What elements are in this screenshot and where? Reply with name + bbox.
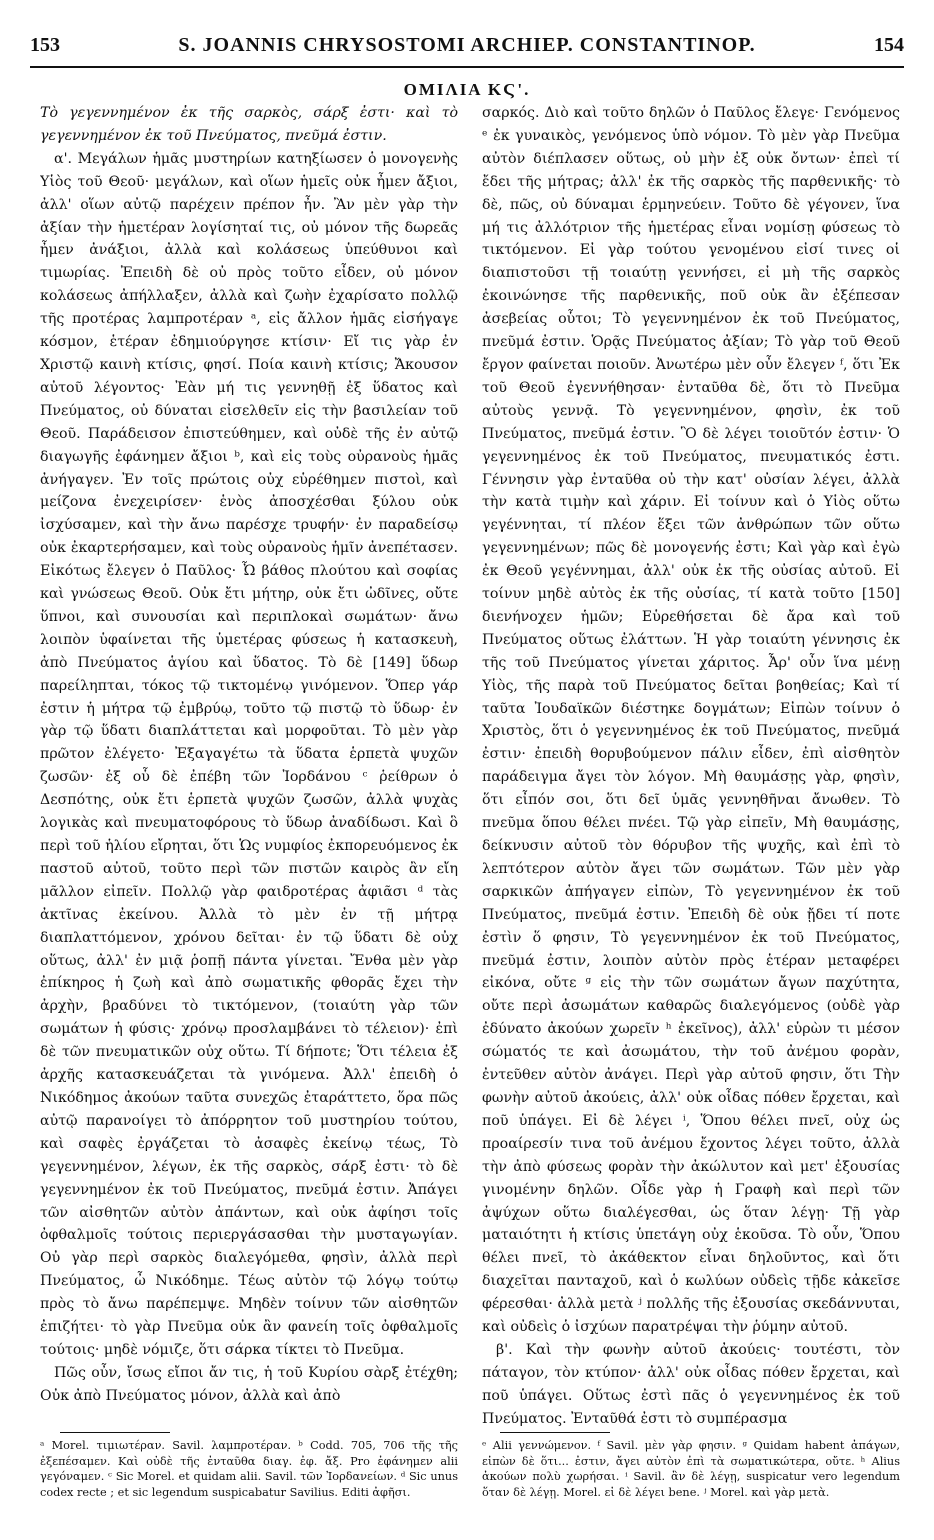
right-footnotes: ᵉ Alii γεννώμενον. ᶠ Savil. μὲν γὰρ φησιν. ᵍ Quidam habent ἀπάγων, εἰπὼν δὲ ὅτι... ἐστιν, ἄγει αὐτὸν ἐπὶ τὰ σωματικώτερα, οὔτε. ʰ Alius ἀκούων πολὺ χωρήσαι. ⁱ Savil. ἂν δὲ λέγῃ, suspicatur vero legendum ὅταν δὲ λέγῃ. Morel. εἰ δὲ λέγει bene. ʲ Morel. καὶ γὰρ μετὰ.	[482, 1439, 900, 1499]
right-footnote-rule	[500, 1432, 610, 1433]
left-column-number: 153	[30, 33, 60, 56]
scripture-lemma: Τὸ γεγεννημένον ἐκ τῆς σαρκὸς, σάρξ ἐστι· καὶ τὸ γεγεννημένον ἐκ τοῦ Πνεύματος, πνεῦμά ἐστιν.	[40, 105, 458, 144]
header-rule	[30, 66, 904, 68]
running-title: S. JOANNIS CHRYSOSTOMI ARCHIEP. CONSTANTINOP.	[178, 33, 756, 56]
right-column	[482, 102, 900, 1430]
homily-title: ΟΜΙΛΙΑ ΚϚ'.	[403, 80, 531, 99]
right-column-number: 154	[873, 33, 904, 56]
running-head	[30, 30, 904, 60]
left-column-body: α'. Μεγάλων ἡμᾶς μυστηρίων κατηξίωσεν ὁ μονογενὴς Υἱὸς τοῦ Θεοῦ· μεγάλων, καὶ οἵων ἡμεῖς οὐκ ἦμεν ἄξιοι, ἀλλ' οἵων αὐτῷ παρέχειν πρέπον ἦν. Ἂν μὲν γὰρ τὴν ἀξίαν τὴν ἡμετέραν λογίσηταί τις, οὐ μόνον τῆς δωρεᾶς ἦμεν ἀνάξιοι, ἀλλὰ καὶ κολάσεως ὑπεύθυνοι καὶ τιμωρίας. Ἐπειδὴ δὲ οὐ πρὸς τοῦτο εἶδεν, οὐ μόνον κολάσεως ἀπήλλαξεν, ἀλλὰ καὶ ζωὴν ἐχαρίσατο πολλῷ τῆς προτέρας λαμπροτέραν ᵃ, εἰς ἄλλον ἡμᾶς εἰσήγαγε κόσμον, ἑτέραν ἐδημιούργησε κτίσιν· Εἴ τις γὰρ ἐν Χριστῷ καινὴ κτίσις, φησί. Ποία καινὴ κτίσις; Ἄκουσον αὐτοῦ λέγοντος· Ἐὰν μή τις γεννηθῇ ἐξ ὕδατος καὶ Πνεύματος, οὐ δύναται εἰσελθεῖν εἰς τὴν βασιλείαν τοῦ Θεοῦ. Παράδεισον ἐπιστεύθημεν, καὶ οὐδὲ τῆς ἐν αὐτῷ διαγωγῆς ἐφάνημεν ἄξιοι ᵇ, καὶ εἰς τοὺς οὐρανοὺς ἡμᾶς ἀνήγαγεν. Ἐν τοῖς πρώτοις οὐχ εὑρέθημεν πιστοὶ, καὶ μείζονα ἐνεχειρίσεν· ἑνὸς ἀποσχέσθαι ξύλου οὐκ ἰσχύσαμεν, καὶ τὴν ἄνω παρέσχε τρυφήν· ἐν παραδείσῳ οὐκ ἐκαρτερήσαμεν, καὶ τοὺς οὐρανοὺς ἡμῖν ἀνεπέτασεν. Εἰκότως ἔλεγεν ὁ Παῦλος· Ὦ βάθος πλούτου καὶ σοφίας καὶ γνώσεως Θεοῦ. Οὐκ ἔτι μήτηρ, οὐκ ἔτι ὠδῖνες, οὔτε ὕπνοι, καὶ συνουσίαι καὶ περιπλοκαὶ σωμάτων· ἄνω λοιπὸν ὑφαίνεται τῆς ὑμετέρας φύσεως ἡ κατασκευὴ, ἀπὸ Πνεύματος ἁγίου καὶ ὕδατος. Τὸ δὲ [149] ὕδωρ παρείληπται, τόκος τῷ τικτομένῳ γινόμενον. Ὅπερ γάρ ἐστιν ἡ μήτρα τῷ ἐμβρύῳ, τοῦτο τῷ πιστῷ τὸ ὕδωρ· ἐν γὰρ τῷ ὕδατι διαπλάττεται καὶ μορφοῦται. Τὸ μὲν γὰρ πρῶτον ἐλέγετο· Ἐξαγαγέτω τὰ ὕδατα ἑρπετὰ ψυχῶν ζωσῶν· ἐξ οὗ δὲ ἐπέβη τῶν Ἰορδάνου ᶜ ῥείθρων ὁ Δεσπότης, οὐκ ἔτι ἑρπετὰ ψυχῶν ζωσῶν, ἀλλὰ ψυχὰς λογικὰς καὶ πνευματοφόρους τὸ ὕδωρ ἀναδίδωσι. Καὶ ὃ περὶ τοῦ ἡλίου εἴρηται, ὅτι Ὡς νυμφίος ἐκπορευόμενος ἐκ παστοῦ αὐτοῦ, τοῦτο περὶ τῶν πιστῶν καιρὸς ἂν εἴη μᾶλλον εἰπεῖν. Πολλῷ γὰρ φαιδροτέρας ἀφιᾶσι ᵈ τὰς ἀκτῖνας ἐκείνου. Ἀλλὰ τὸ μὲν ἐν τῇ μήτρᾳ διαπλαττόμενον, χρόνου δεῖται· ἐν τῷ ὕδατι δὲ οὐχ οὕτως, ἀλλ' ἐν μιᾷ ῥοπῇ πάντα γίνεται. Ἔνθα μὲν γὰρ ἐπίκηρος ἡ ζωὴ καὶ ἀπὸ σωματικῆς φθορᾶς ἔχει τὴν ἀρχὴν, βραδύνει τὸ τικτόμενον, (τοιαύτη γὰρ τῶν σωμάτων ἡ φύσις· χρόνῳ προσλαμβάνει τὸ τέλειον)· ἐπὶ δὲ τῶν πνευματικῶν οὐχ οὕτω. Τί δήποτε; Ὅτι τέλεια ἐξ ἀρχῆς κατασκευάζεται τὰ γινόμενα. Ἀλλ' ἐπειδὴ ὁ Νικόδημος ἀκούων ταῦτα συνεχῶς ἐταράττετο, ὅρα πῶς αὐτῷ παρανοίγει τὸ ἀπόρρητον τοῦ μυστηρίου τούτου, καὶ σαφὲς ἐργάζεται τὸ ἀσαφὲς ἐκείνῳ τέως, Τὸ γεγεννημένον, λέγων, ἐκ τῆς σαρκὸς, σάρξ ἐστι· τὸ δὲ γεγεννημένον ἐκ τοῦ Πνεύματος, πνεῦμά ἐστιν. Ἀπάγει τῶν αἰσθητῶν αὐτὸν ἀπάντων, καὶ οὐκ ἀφίησι τοῖς ὀφθαλμοῖς τούτοις περιεργάσασθαι τὴν μυσταγωγίαν. Οὐ γὰρ περὶ σαρκὸς διαλεγόμεθα, φησὶν, ἀλλὰ περὶ Πνεύματος, ὦ Νικόδημε. Τέως αὐτὸν τῷ λόγῳ τούτῳ πρὸς τὸ ἄνω παρέπεμψε. Μηδὲν τοίνυν τῶν αἰσθητῶν ἐπιζήτει· τὸ γὰρ Πνεῦμα οὐκ ἂν φανείη τοῖς ὀφθαλμοῖς τούτοις· μηδὲ νόμιζε, ὅτι σάρκα τίκτει τὸ Πνεῦμα.	[40, 150, 458, 1358]
section-two-paragraph: β'. Καὶ τὴν φωνὴν αὐτοῦ ἀκούεις· τουτέστι, τὸν πάταγον, τὸν κτύπον· ἀλλ' οὐκ οἶδας πόθεν ἔρχεται, καὶ ποῦ ὑπάγει. Οὕτως ἐστὶ πᾶς ὁ γεγεννημένος ἐκ τοῦ Πνεύματος. Ἐνταῦθά ἐστι τὸ συμπέρασμα	[482, 1341, 900, 1427]
right-column-body: σαρκός. Διὸ καὶ τοῦτο δηλῶν ὁ Παῦλος ἔλεγε· Γενόμενος ᵉ ἐκ γυναικὸς, γενόμενος ὑπὸ νόμον. Τὸ μὲν γὰρ Πνεῦμα αὐτὸν διέπλασεν οὕτως, οὐ μὴν ἐξ οὐκ ὄντων· ἐπεὶ τί ἔδει τῆς μήτρας; ἀλλ' ἐκ τῆς σαρκὸς τῆς παρθενικῆς· τὸ δὲ, πῶς, οὐ δύναμαι ἑρμηνεύειν. Τοῦτο δὲ γέγονεν, ἵνα μή τις ἀλλότριον τῆς ἡμετέρας εἶναι νομίσῃ φύσεως τὸ τικτόμενον. Εἰ γὰρ τούτου γενομένου εἰσί τινες οἱ διαπιστοῦσι τῇ τοιαύτῃ γεννήσει, εἰ μὴ τῆς σαρκὸς ἐκοινώνησε τῆς παρθενικῆς, ποῦ οὐκ ἂν ἐξέπεσαν ἀσεβείας οὗτοι; Τὸ γεγεννημένον ἐκ τοῦ Πνεύματος, πνεῦμά ἐστιν. Ὁρᾷς Πνεύματος ἀξίαν; Τὸ γὰρ τοῦ Θεοῦ ἔργον φαίνεται ποιοῦν. Ἀνωτέρω μὲν οὖν ἔλεγεν ᶠ, ὅτι Ἐκ τοῦ Θεοῦ ἐγεννήθησαν· ἐνταῦθα δὲ, ὅτι τὸ Πνεῦμα αὐτοὺς γεννᾷ. Τὸ γεγεννημένον, φησὶν, ἐκ τοῦ Πνεύματος, πνεῦμά ἐστιν. Ὃ δὲ λέγει τοιοῦτόν ἐστιν· Ὁ γεγεννημένος ἐκ τοῦ Πνεύματος, πνευματικός ἐστι. Γέννησιν γὰρ ἐνταῦθα οὐ τὴν κατ' οὐσίαν λέγει, ἀλλὰ τὴν κατὰ τιμὴν καὶ χάριν. Εἰ τοίνυν καὶ ὁ Υἱὸς οὕτω γεγέννηται, τί πλέον ἕξει τῶν ἀνθρώπων τῶν οὕτω γεγεννημένων; πῶς δὲ μονογενής ἐστι; Καὶ γὰρ καὶ ἐγὼ ἐκ Θεοῦ γεγέννημαι, ἀλλ' οὐκ ἐκ τῆς οὐσίας αὐτοῦ. Εἰ τοίνυν μηδὲ αὐτὸς ἐκ τῆς οὐσίας, τί κατὰ τοῦτο [150] διενήνοχεν ἡμῶν; Εὑρεθήσεται δὲ ἄρα καὶ τοῦ Πνεύματος οὕτως ἐλάττων. Ἡ γὰρ τοιαύτη γέννησις ἐκ τῆς τοῦ Πνεύματος γίνεται χάριτος. Ἆρ' οὖν ἵνα μένῃ Υἱὸς, τῆς παρὰ τοῦ Πνεύματος δεῖται βοηθείας; Καὶ τί ταῦτα Ἰουδαϊκῶν διέστηκε δογμάτων; Εἰπὼν τοίνυν ὁ Χριστὸς, ὅτι ὁ γεγεννημένος ἐκ τοῦ Πνεύματος, πνεῦμά ἐστιν· ἐπειδὴ θορυβούμενον πάλιν εἶδεν, ἐπὶ αἰσθητὸν παράδειγμα ἄγει τὸν λόγον. Μὴ θαυμάσῃς γὰρ, φησὶν, ὅτι εἶπόν σοι, ὅτι δεῖ ὑμᾶς γεννηθῆναι ἄνωθεν. Τὸ πνεῦμα ὅπου θέλει πνέει. Τῷ γὰρ εἰπεῖν, Μὴ θαυμάσῃς, δείκνυσιν αὐτοῦ τὸν θόρυβον τῆς ψυχῆς, καὶ ἐπὶ τὸ λεπτότερον αὐτὸν ἄγει τῶν σωμάτων. Τῶν μὲν γὰρ σαρκικῶν ἀπήγαγεν εἰπὼν, Τὸ γεγεννημένον ἐκ τοῦ Πνεύματος, πνεῦμά ἐστιν. Ἐπειδὴ δὲ οὐκ ᾔδει τί ποτε ἐστὶν ὅ φησιν, Τὸ γεγεννημένον ἐκ τοῦ Πνεύματος, πνεῦμά ἐστιν, λοιπὸν αὐτὸν πρὸς ἑτέραν μεταφέρει εἰκόνα, οὔτε ᵍ εἰς τὴν τῶν σωμάτων ἄγων παχύτητα, οὔτε περὶ ἀσωμάτων καθαρῶς διαλεγόμενος (οὐδὲ γὰρ ἐδύνατο ἀκούων χωρεῖν ʰ ἐκεῖνος), ἀλλ' εὑρὼν τι μέσον σώματός τε καὶ ἀσωμάτου, τὴν τοῦ ἀνέμου φορὰν, ἐντεῦθεν αὐτὸν ἀνάγει. Περὶ γὰρ αὐτοῦ φησιν, ὅτι Τὴν φωνὴν αὐτοῦ ἀκούεις, ἀλλ' οὐκ οἶδας πόθεν ἔρχεται, καὶ ποῦ ὑπάγει. Εἰ δὲ λέγει ⁱ, Ὅπου θέλει πνεῖ, οὐχ ὡς προαίρεσίν τινα τοῦ ἀνέμου ἔχοντος λέγει τοῦτο, ἀλλὰ τὴν ἀπὸ φύσεως φορὰν τὴν ἀκώλυτον καὶ μετ' ἐξουσίας γινομένην δηλῶν. Οἶδε γὰρ ἡ Γραφὴ καὶ περὶ τῶν ἀψύχων οὕτω διαλέγεσθαι, ὡς ὅταν λέγῃ· Τῇ γὰρ ματαιότητι ἡ κτίσις ὑπετάγη οὐχ ἑκοῦσα. Τὸ οὖν, Ὅπου θέλει πνεῖ, τὸ ἀκάθεκτον εἶναι δηλοῦντος, καὶ ὅτι διαχεῖται πανταχοῦ, καὶ ὁ κωλύων οὐδεὶς τῇδε κἀκεῖσε φέρεσθαι· ἀλλὰ μετὰ ʲ πολλῆς τῆς ἐξουσίας σκεδάννυται, καὶ οὐδεὶς ὁ ἰσχύων παρατρέψαι τὴν ῥύμην αὐτοῦ.	[482, 105, 900, 1336]
left-footnote-rule	[60, 1432, 170, 1433]
left-footnotes: ᵃ Morel. τιμιωτέραν. Savil. λαμπροτέραν. ᵇ Codd. 705, 706 τῆς τῆς ἐξεπέσαμεν. Καὶ οὐδὲ τῆς ἐνταῦθα διαγ. ἐφ. ἄξ. Pro ἐφάνημεν alii γεγόναμεν. ᶜ Sic Morel. et quidam alii. Savil. τῶν Ἰορδανείων. ᵈ Sic unus codex recte ; et sic legendum suspicabatur Savilius. Editi ἀφῆσι.	[40, 1439, 458, 1499]
left-column	[40, 102, 458, 1430]
left-column-body-end: Πῶς οὖν, ἴσως εἴποι ἄν τις, ἡ τοῦ Κυρίου σὰρξ ἐτέχθη; Οὐκ ἀπὸ Πνεύματος μόνον, ἀλλὰ καὶ ἀπὸ	[40, 1364, 458, 1404]
